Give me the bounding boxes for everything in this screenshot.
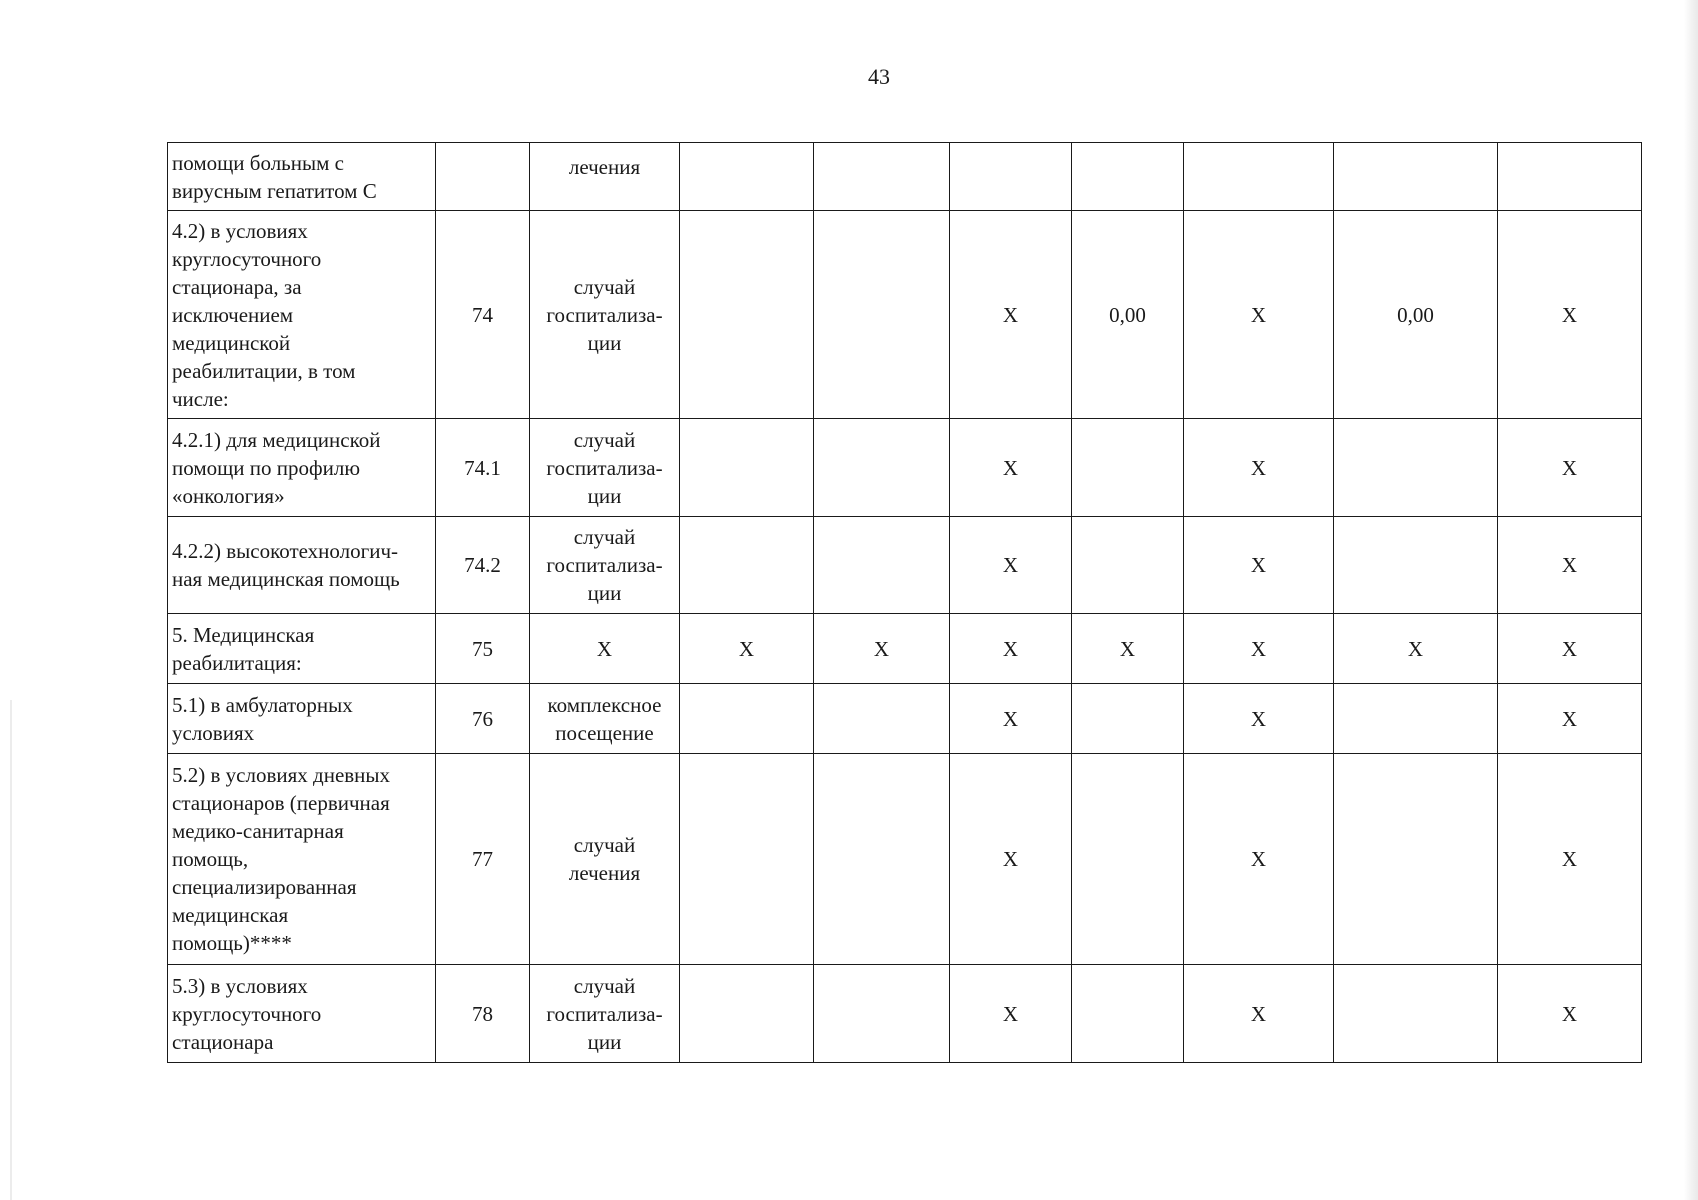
value-cell: X xyxy=(950,614,1072,684)
value-cell xyxy=(814,684,950,754)
table-row xyxy=(168,419,1642,517)
table-row xyxy=(168,517,1642,614)
value-cell: X xyxy=(950,211,1072,419)
value-cell xyxy=(1498,143,1642,211)
value-cell: X xyxy=(1498,965,1642,1063)
row-name-cell: 4.2.2) высокотехнологич- ная медицинская помощь xyxy=(168,517,436,614)
row-code-cell: 74.2 xyxy=(436,517,530,614)
value-cell: X xyxy=(950,684,1072,754)
value-cell xyxy=(950,143,1072,211)
row-unit-cell: комплексное посещение xyxy=(530,684,680,754)
row-name-cell: 4.2) в условиях круглосуточного стационара, за исключением медицинской реабилитации, в том числе: xyxy=(168,211,436,419)
row-unit-cell: случай госпитализа- ции xyxy=(530,419,680,517)
value-cell xyxy=(1072,143,1184,211)
value-cell xyxy=(1334,684,1498,754)
value-cell xyxy=(680,211,814,419)
table-row xyxy=(168,965,1642,1063)
value-cell: X xyxy=(950,419,1072,517)
row-code-cell: 77 xyxy=(436,754,530,965)
value-cell xyxy=(1072,965,1184,1063)
table-row xyxy=(168,143,1642,211)
value-cell xyxy=(680,517,814,614)
value-cell: X xyxy=(1184,517,1334,614)
value-cell xyxy=(1334,419,1498,517)
value-cell xyxy=(680,754,814,965)
value-cell: X xyxy=(1334,614,1498,684)
value-cell xyxy=(1184,143,1334,211)
row-code-cell: 74.1 xyxy=(436,419,530,517)
value-cell: X xyxy=(1498,614,1642,684)
value-cell: X xyxy=(1498,517,1642,614)
row-name-cell: 5.1) в амбулаторных условиях xyxy=(168,684,436,754)
value-cell xyxy=(814,419,950,517)
value-cell: X xyxy=(1498,419,1642,517)
page-number: 43 xyxy=(868,64,890,89)
table-row xyxy=(168,684,1642,754)
value-cell: X xyxy=(680,614,814,684)
row-code-cell: 78 xyxy=(436,965,530,1063)
value-cell xyxy=(680,143,814,211)
value-cell xyxy=(1072,517,1184,614)
row-code-cell xyxy=(436,143,530,211)
row-code-cell: 75 xyxy=(436,614,530,684)
row-unit-cell: X xyxy=(530,614,680,684)
row-code-cell: 76 xyxy=(436,684,530,754)
value-cell xyxy=(1072,754,1184,965)
value-cell xyxy=(814,211,950,419)
scan-edge-line xyxy=(10,700,12,1200)
value-cell xyxy=(814,754,950,965)
value-cell xyxy=(680,965,814,1063)
value-cell: X xyxy=(1184,965,1334,1063)
value-cell xyxy=(1072,684,1184,754)
value-cell xyxy=(1334,754,1498,965)
value-cell: X xyxy=(1184,754,1334,965)
value-cell xyxy=(814,965,950,1063)
value-cell: 0,00 xyxy=(1072,211,1184,419)
row-name-cell: помощи больным с вирусным гепатитом С xyxy=(168,143,436,211)
row-unit-cell: лечения xyxy=(530,143,680,211)
value-cell: X xyxy=(1184,684,1334,754)
value-cell: X xyxy=(950,517,1072,614)
row-code-cell: 74 xyxy=(436,211,530,419)
table-row xyxy=(168,614,1642,684)
value-cell: X xyxy=(1498,684,1642,754)
value-cell xyxy=(1334,517,1498,614)
value-cell: X xyxy=(1498,754,1642,965)
value-cell: X xyxy=(1498,211,1642,419)
value-cell: X xyxy=(814,614,950,684)
row-name-cell: 5. Медицинская реабилитация: xyxy=(168,614,436,684)
data-table xyxy=(167,142,1642,1063)
value-cell: X xyxy=(950,965,1072,1063)
row-unit-cell: случай госпитализа- ции xyxy=(530,517,680,614)
value-cell xyxy=(680,684,814,754)
row-unit-cell: случай госпитализа- ции xyxy=(530,965,680,1063)
value-cell xyxy=(1334,143,1498,211)
table-row xyxy=(168,211,1642,419)
value-cell: X xyxy=(1072,614,1184,684)
row-unit-cell: случай лечения xyxy=(530,754,680,965)
value-cell xyxy=(680,419,814,517)
value-cell: X xyxy=(1184,614,1334,684)
value-cell xyxy=(1072,419,1184,517)
row-unit-cell: случай госпитализа- ции xyxy=(530,211,680,419)
value-cell: X xyxy=(1184,211,1334,419)
row-name-cell: 4.2.1) для медицинской помощи по профилю «онкология» xyxy=(168,419,436,517)
value-cell: 0,00 xyxy=(1334,211,1498,419)
value-cell xyxy=(814,143,950,211)
table-row xyxy=(168,754,1642,965)
value-cell: X xyxy=(1184,419,1334,517)
value-cell xyxy=(1334,965,1498,1063)
row-name-cell: 5.2) в условиях дневных стационаров (первичная медико-санитарная помощь, специализированная медицинская помощь)**** xyxy=(168,754,436,965)
value-cell: X xyxy=(950,754,1072,965)
value-cell xyxy=(814,517,950,614)
row-name-cell: 5.3) в условиях круглосуточного стационара xyxy=(168,965,436,1063)
scan-edge-shadow xyxy=(1684,0,1698,1200)
